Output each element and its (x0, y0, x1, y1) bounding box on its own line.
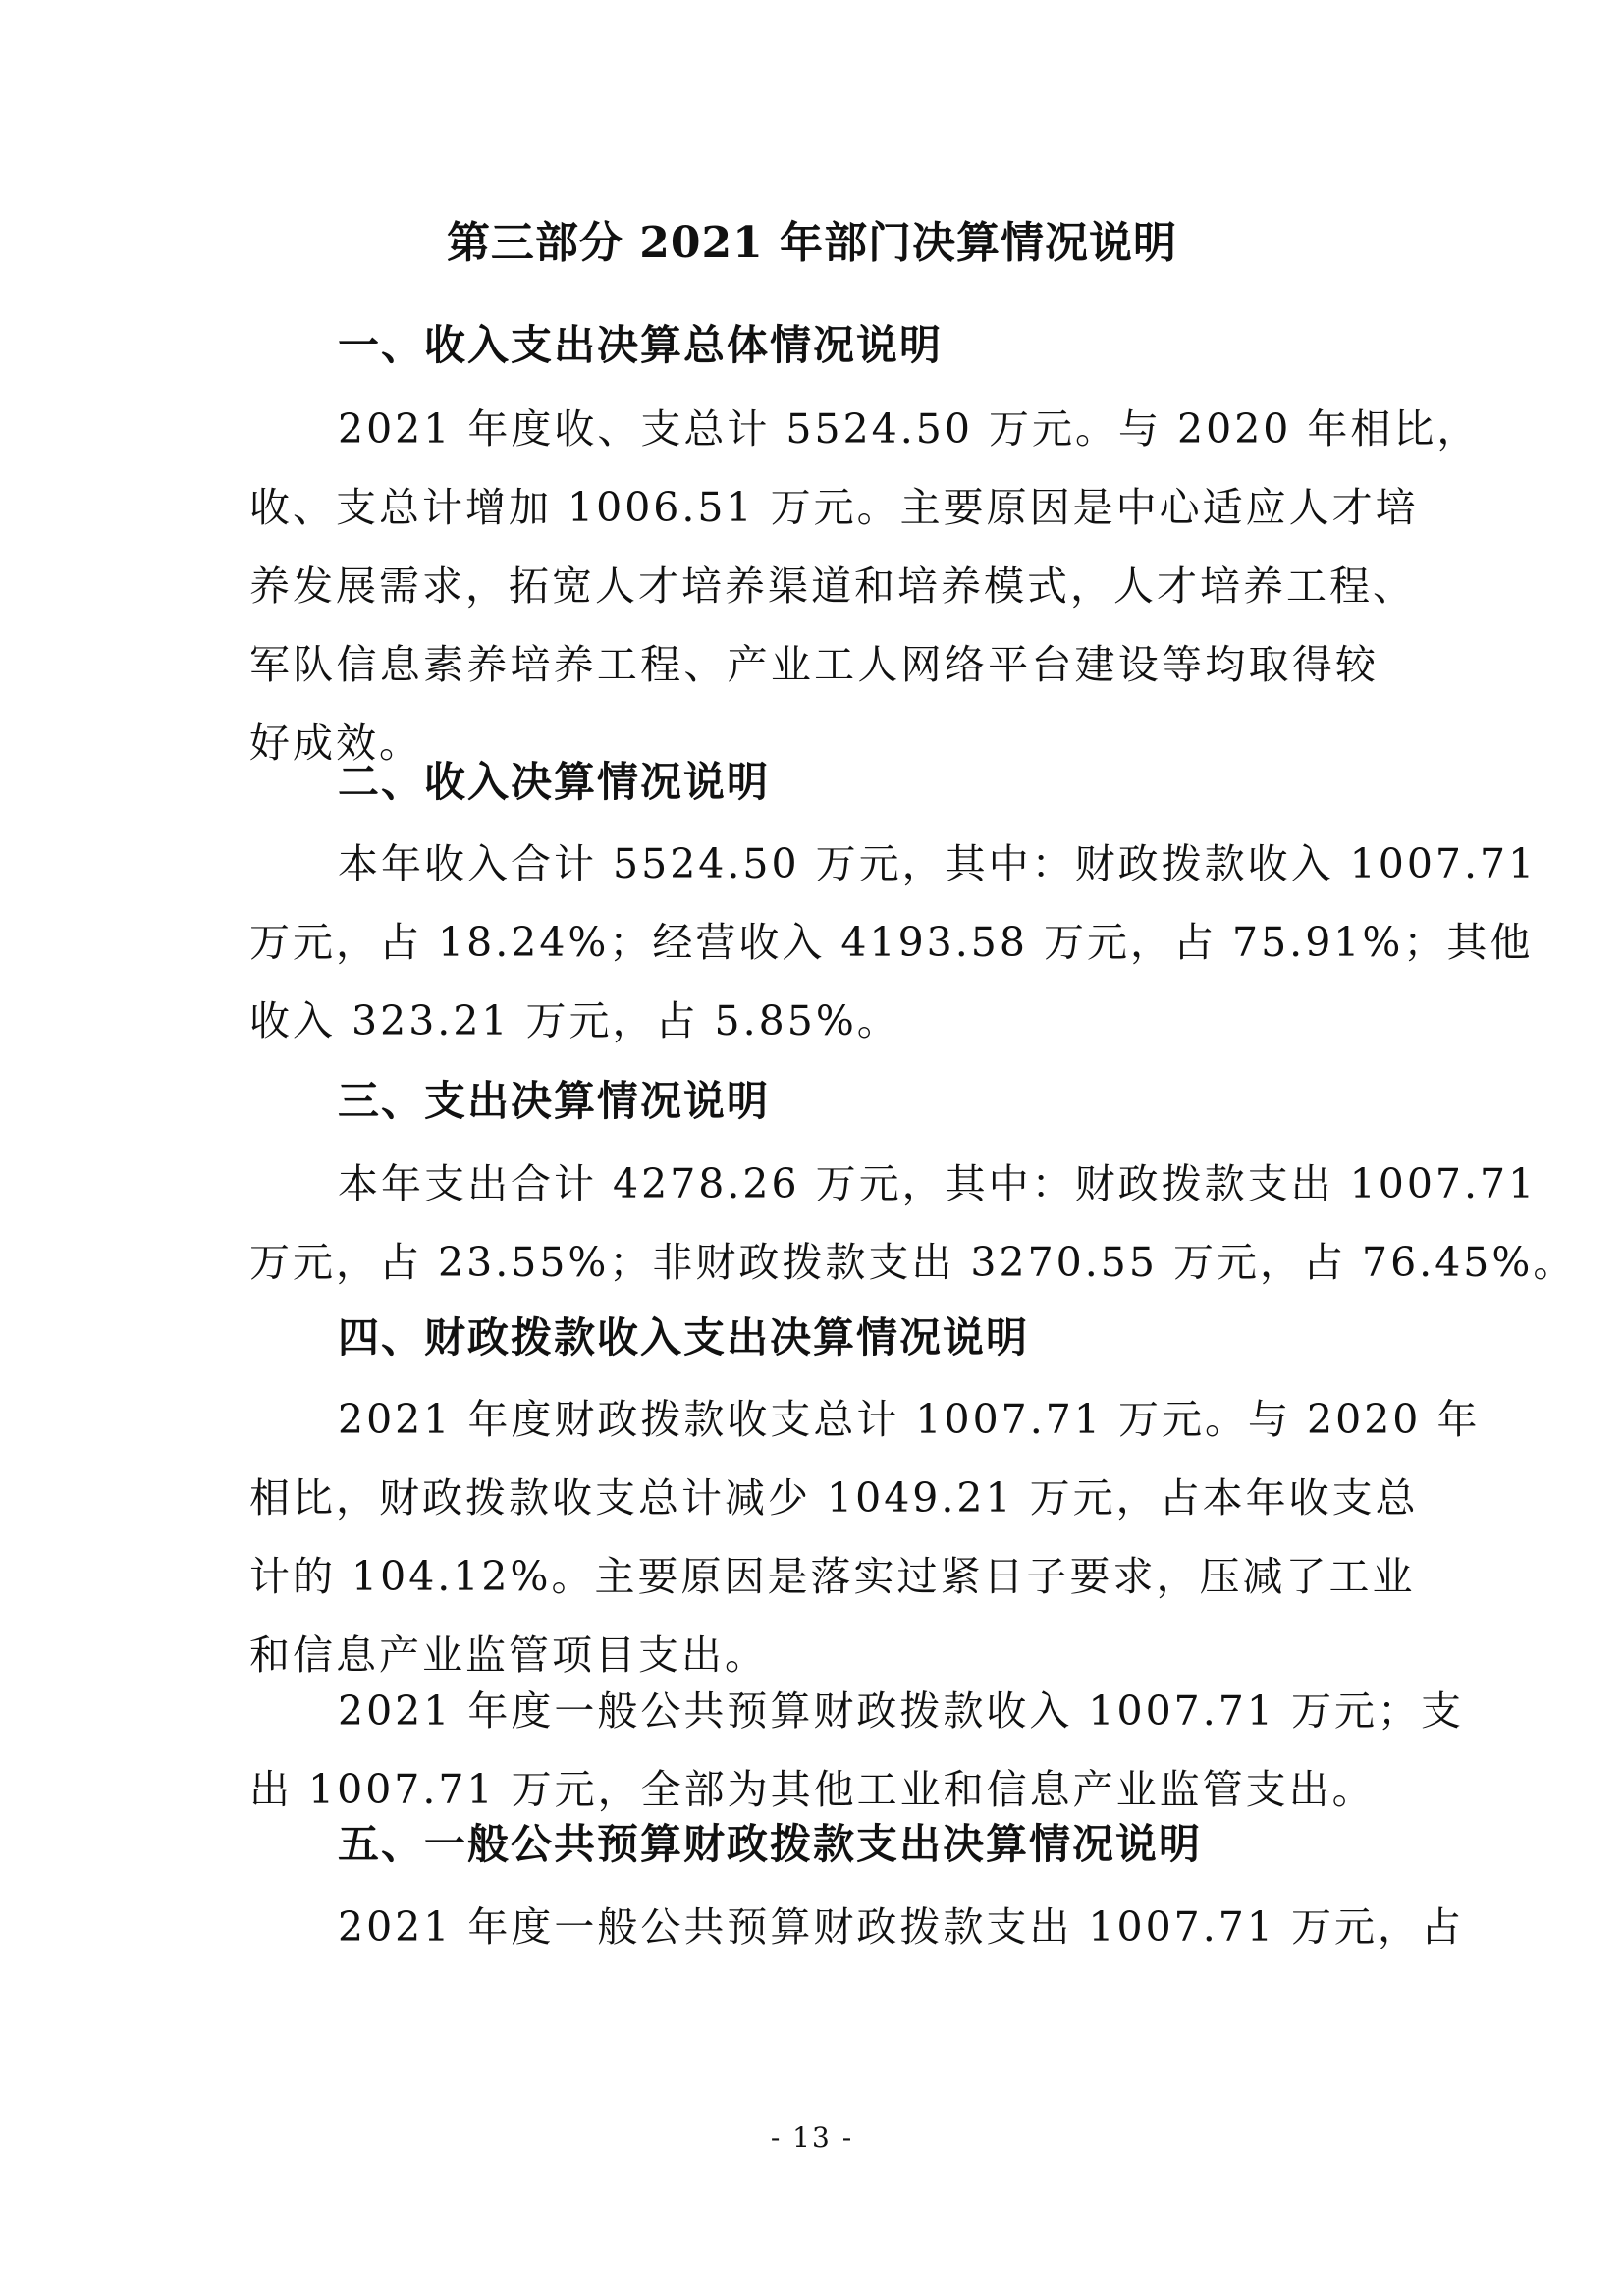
paragraph-line: 2021 年度收、支总计 5524.50 万元。与 2020 年相比， (338, 405, 1481, 453)
paragraph-line: 和信息产业监管项目支出。 (249, 1631, 768, 1679)
paragraph-line: 本年收入合计 5524.50 万元，其中：财政拨款收入 1007.71 (338, 840, 1538, 887)
paragraph-line: 2021 年度一般公共预算财政拨款支出 1007.71 万元，占 (338, 1903, 1464, 1950)
paragraph-line: 出 1007.71 万元，全部为其他工业和信息产业监管支出。 (249, 1766, 1376, 1813)
document-title: 第三部分 2021 年部门决算情况说明 (446, 218, 1178, 268)
section-5-paragraph (249, 1888, 1464, 1966)
section-heading-3: 三、支出决算情况说明 (338, 1077, 771, 1125)
paragraph-line: 万元，占 18.24%；经营收入 4193.58 万元，占 75.91%；其他 (249, 919, 1534, 966)
paragraph-line: 收、支总计增加 1006.51 万元。主要原因是中心适应人才培 (249, 484, 1419, 531)
section-heading-4: 四、财政拨款收入支出决算情况说明 (338, 1313, 1030, 1362)
section-3-paragraph (249, 1145, 1577, 1302)
section-1-paragraph (249, 390, 1481, 782)
paragraph-line: 相比，财政拨款收支总计减少 1049.21 万元，占本年收支总 (249, 1474, 1419, 1522)
paragraph-line: 2021 年度一般公共预算财政拨款收入 1007.71 万元；支 (338, 1687, 1464, 1735)
paragraph-line: 万元，占 23.55%；非财政拨款支出 3270.55 万元，占 76.45%。 (249, 1239, 1577, 1286)
section-heading-2: 二、收入决算情况说明 (338, 758, 771, 806)
section-heading-5: 五、一般公共预算财政拨款支出决算情况说明 (338, 1820, 1203, 1868)
paragraph-line: 军队信息素养培养工程、产业工人网络平台建设等均取得较 (249, 641, 1379, 688)
paragraph-line: 养发展需求，拓宽人才培养渠道和培养模式，人才培养工程、 (249, 562, 1416, 610)
section-2-paragraph (249, 825, 1538, 1060)
paragraph-line: 计的 104.12%。主要原因是落实过紧日子要求，压减了工业 (249, 1553, 1416, 1600)
section-4-paragraph-2 (249, 1672, 1464, 1829)
paragraph-line: 好成效。 (249, 720, 422, 767)
paragraph-line: 2021 年度财政拨款收支总计 1007.71 万元。与 2020 年 (338, 1396, 1481, 1443)
paragraph-line: 本年支出合计 4278.26 万元，其中：财政拨款支出 1007.71 (338, 1160, 1538, 1207)
section-heading-1: 一、收入支出决算总体情况说明 (338, 321, 944, 369)
section-4-paragraph-1 (249, 1380, 1481, 1694)
paragraph-line: 收入 323.21 万元，占 5.85%。 (249, 997, 900, 1044)
page-number: - 13 - (770, 2121, 854, 2154)
